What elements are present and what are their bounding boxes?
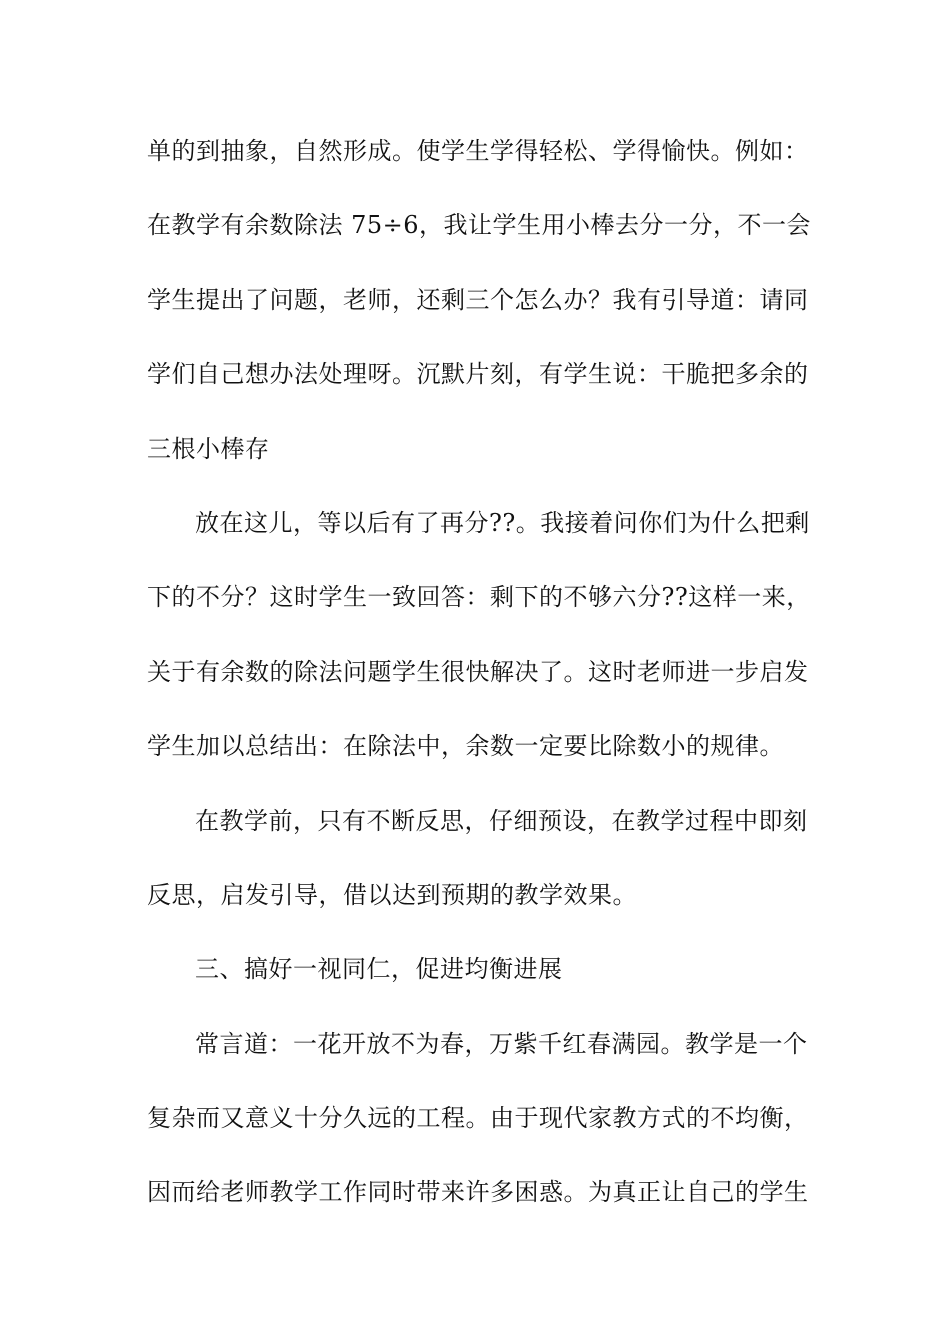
text-line-13: 常言道：一花开放不为春，万紫千红春满园。教学是一个: [195, 1029, 808, 1058]
text-line-3: 学生提出了问题，老师，还剩三个怎么办？我有引导道：请同: [147, 285, 809, 314]
text-line-2: 在教学有余数除法 75÷6，我让学生用小棒去分一分，不一会: [147, 211, 812, 240]
text-line-8: 关于有余数的除法问题学生很快解决了。这时老师进一步启发: [147, 657, 809, 686]
text-line-5: 三根小棒存: [147, 434, 270, 463]
text-line-10: 在教学前，只有不断反思，仔细预设，在教学过程中即刻: [195, 806, 808, 835]
section-heading: 三、搞好一视同仁，促进均衡进展: [195, 955, 563, 984]
text-line-11: 反思，启发引导，借以达到预期的教学效果。: [147, 880, 637, 909]
text-line-6: 放在这儿，等以后有了再分??。我接着问你们为什么把剩: [195, 508, 810, 537]
text-line-1: 单的到抽象，自然形成。使学生学得轻松、学得愉快。例如：: [147, 137, 809, 165]
text-line-14: 复杂而又意义十分久远的工程。由于现代家教方式的不均衡，: [147, 1104, 809, 1133]
text-line-4: 学们自己想办法处理呀。沉默片刻，有学生说：干脆把多余的: [147, 360, 809, 389]
text-line-15: 因而给老师教学工作同时带来许多困惑。为真正让自己的学生: [147, 1178, 809, 1207]
document-body: [147, 128, 812, 1244]
text-line-7: 下的不分？这时学生一致回答：剩下的不够六分??这样一来，: [147, 583, 811, 612]
text-line-9: 学生加以总结出：在除法中，余数一定要比除数小的规律。: [147, 732, 784, 761]
